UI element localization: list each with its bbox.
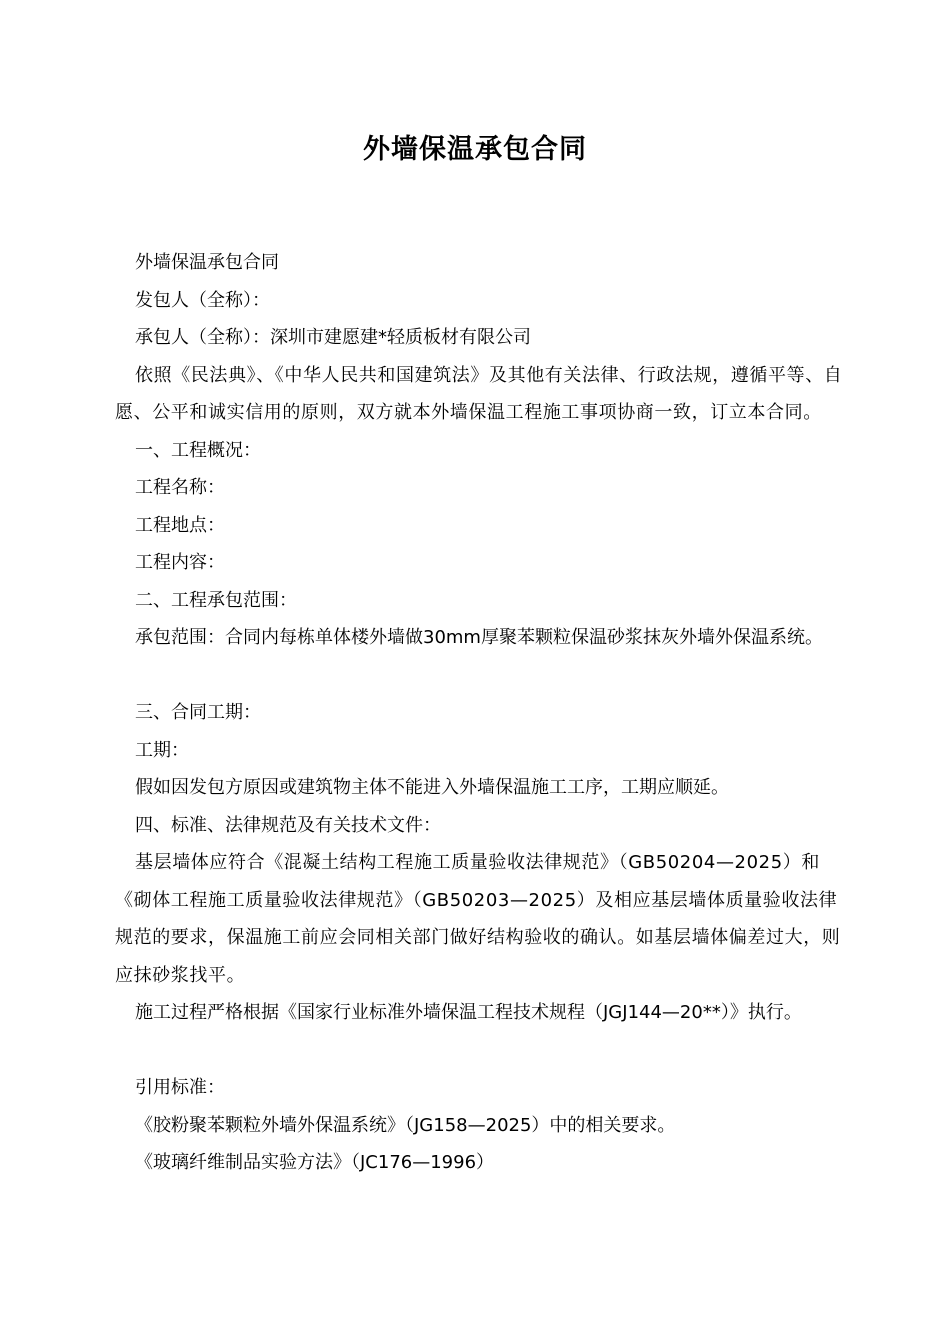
paragraph-employer: 发包人（全称）：	[135, 289, 270, 311]
paragraph-project-location: 工程地点：	[135, 514, 225, 536]
section-heading-scope: 二、工程承包范围：	[135, 589, 297, 611]
paragraph-duration: 工期：	[135, 739, 189, 761]
paragraph-contractor: 承包人（全称）：深圳市建愿建*轻质板材有限公司	[135, 327, 531, 348]
paragraph-base-wall-standards: 基层墙体应符合《混凝土结构工程施工质量验收法律规范》（GB50204—2025）和《砌体工程施工质量验收法律规范》（GB50203—2025）及相应基层墙体质量验收法律规范的要求，保温施工前应会同相关部门做好结构验收的确认。如基层墙体偏差过大，则应抹砂浆找平。	[115, 852, 841, 986]
paragraph-referenced-standards: 引用标准：	[135, 1077, 225, 1098]
paragraph-duration-extension: 假如因发包方原因或建筑物主体不能进入外墙保温施工工序，工期应顺延。	[135, 777, 729, 798]
section-heading-overview: 一、工程概况：	[135, 439, 261, 461]
paragraph-standard-jc176: 《玻璃纤维制品实验方法》（JC176—1996）	[135, 1152, 495, 1173]
paragraph-scope: 承包范围：合同内每栋单体楼外墙做30mm厚聚苯颗粒保温砂浆抹灰外墙外保温系统。	[135, 627, 823, 648]
section-heading-duration: 三、合同工期：	[135, 702, 261, 723]
blank-line	[115, 1032, 855, 1070]
blank-line	[115, 657, 855, 695]
paragraph-project-content: 工程内容：	[135, 552, 225, 573]
section-heading-standards: 四、标准、法律规范及有关技术文件：	[135, 814, 441, 836]
paragraph-contract-name: 外墙保温承包合同	[135, 252, 279, 273]
document-body	[115, 244, 855, 1182]
paragraph-preamble: 依照《民法典》、《中华人民共和国建筑法》及其他有关法律、行政法规，遵循平等、自愿、公平和诚实信用的原则，双方就本外墙保温工程施工事项协商一致，订立本合同。	[115, 364, 843, 423]
paragraph-construction-code: 施工过程严格根据《国家行业标准外墙保温工程技术规程（JGJ144—20**）》执行。	[135, 1002, 802, 1023]
document-title: 外墙保温承包合同	[363, 134, 587, 165]
paragraph-standard-jg158: 《胶粉聚苯颗粒外墙外保温系统》（JG158—2025）中的相关要求。	[135, 1114, 676, 1136]
paragraph-project-name: 工程名称：	[135, 477, 225, 498]
